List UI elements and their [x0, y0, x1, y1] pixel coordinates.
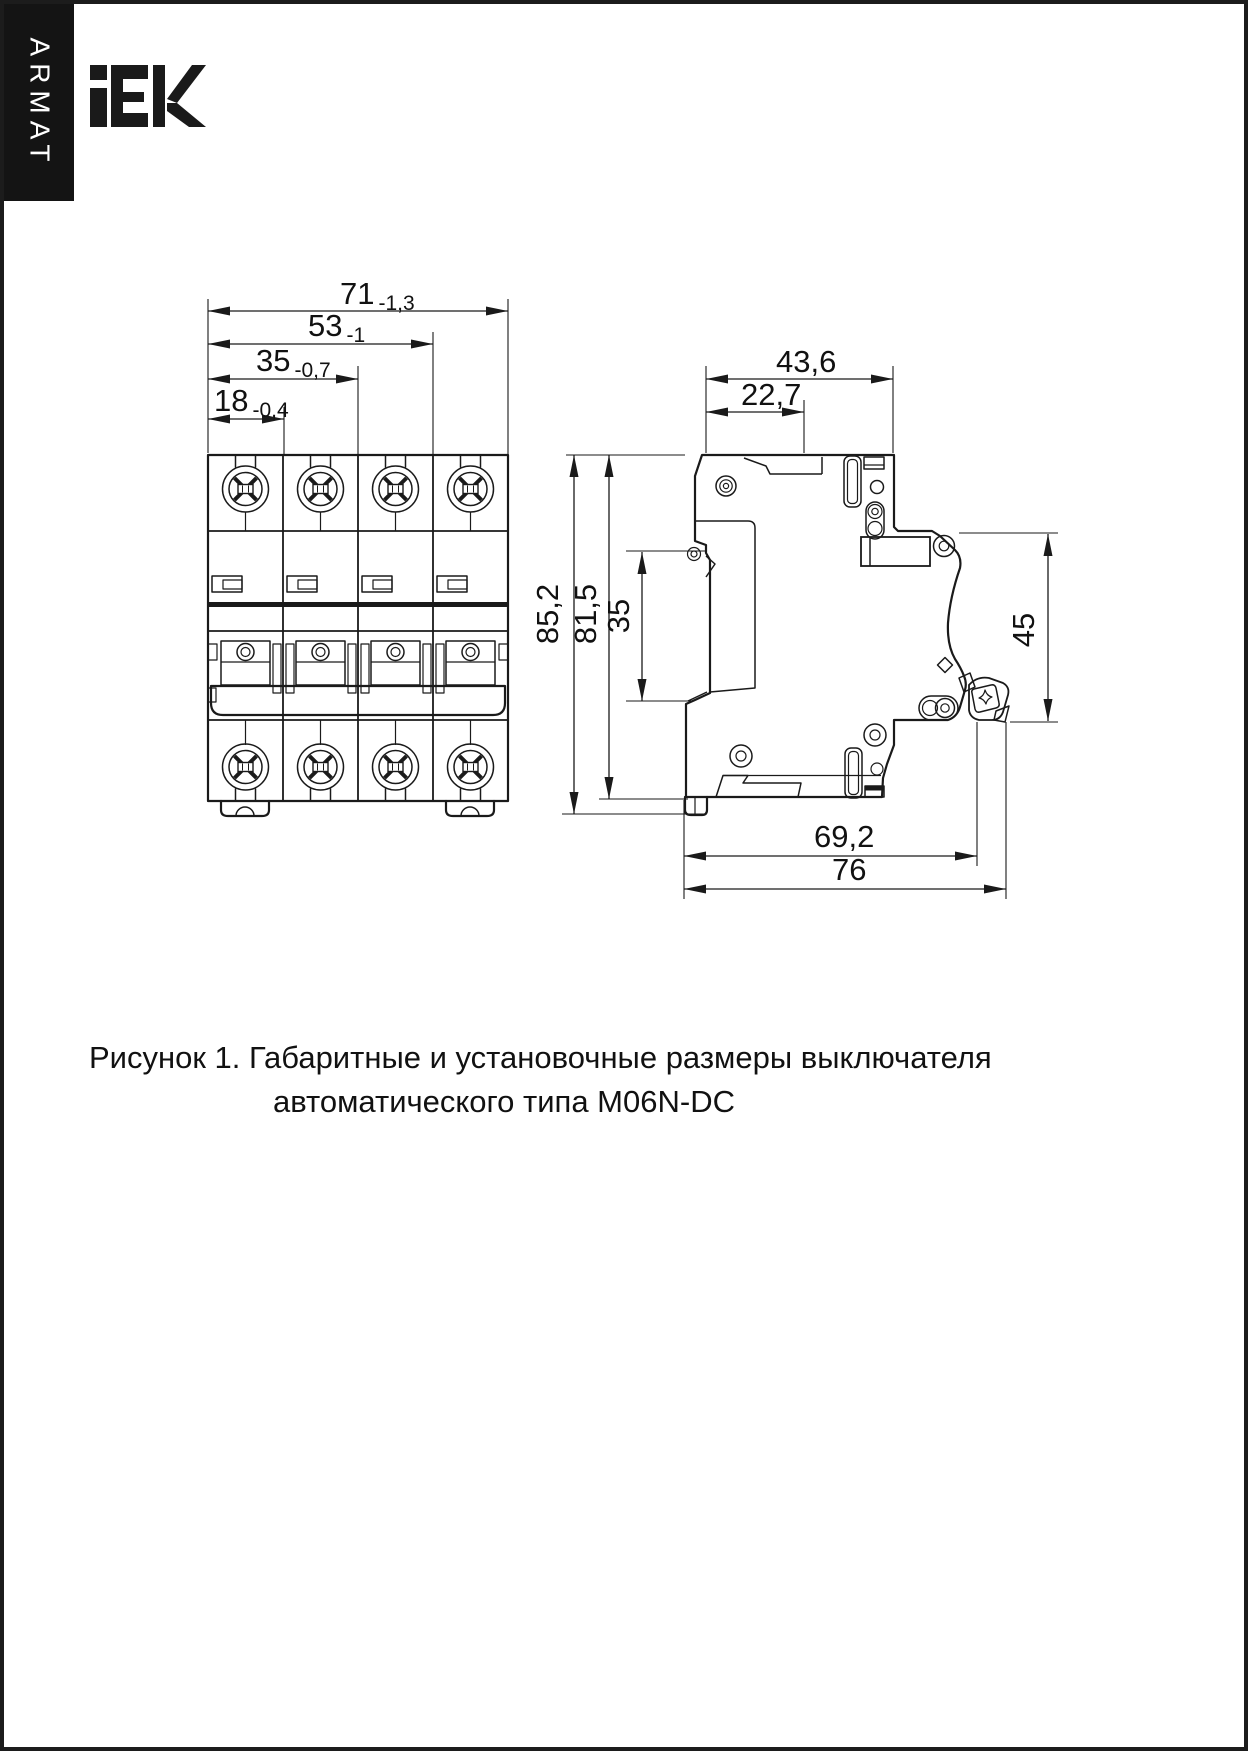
figure-caption-line1: Рисунок 1. Габаритные и установочные размеры выключателя — [89, 1040, 992, 1075]
dim-label-71: 71 -1,3 — [340, 276, 415, 315]
din-clip-foot — [685, 797, 707, 815]
side-view-outline — [686, 455, 966, 797]
figure-caption-line2: автоматического типа M06N-DC — [273, 1084, 735, 1119]
dim-label-35: 35 -0,7 — [256, 343, 331, 382]
dim-label-53: 53 -1 — [308, 308, 366, 347]
dim-label-69-2: 69,2 — [814, 819, 875, 854]
front-view-band — [208, 602, 508, 607]
front-foot-left — [221, 801, 269, 816]
technical-drawing — [4, 4, 1248, 1751]
side-view — [685, 455, 1009, 815]
dim-label-85-2: 85,2 — [530, 583, 565, 645]
dim-label-81-5: 81,5 — [568, 583, 603, 645]
dim-label-45: 45 — [1006, 612, 1041, 648]
dim-label-43-6: 43,6 — [776, 344, 837, 379]
front-foot-right — [446, 801, 494, 816]
dim-label-18: 18 -0,4 — [214, 383, 289, 422]
figure-caption — [89, 1036, 992, 1124]
front-view — [208, 455, 508, 816]
dim-label-76: 76 — [832, 852, 867, 887]
brand-sidebar-text: ARMAT — [24, 37, 56, 168]
dim-label-22-7: 22,7 — [741, 377, 802, 412]
dimension-annotations — [208, 276, 1058, 899]
dim-label-35v: 35 — [601, 598, 636, 634]
